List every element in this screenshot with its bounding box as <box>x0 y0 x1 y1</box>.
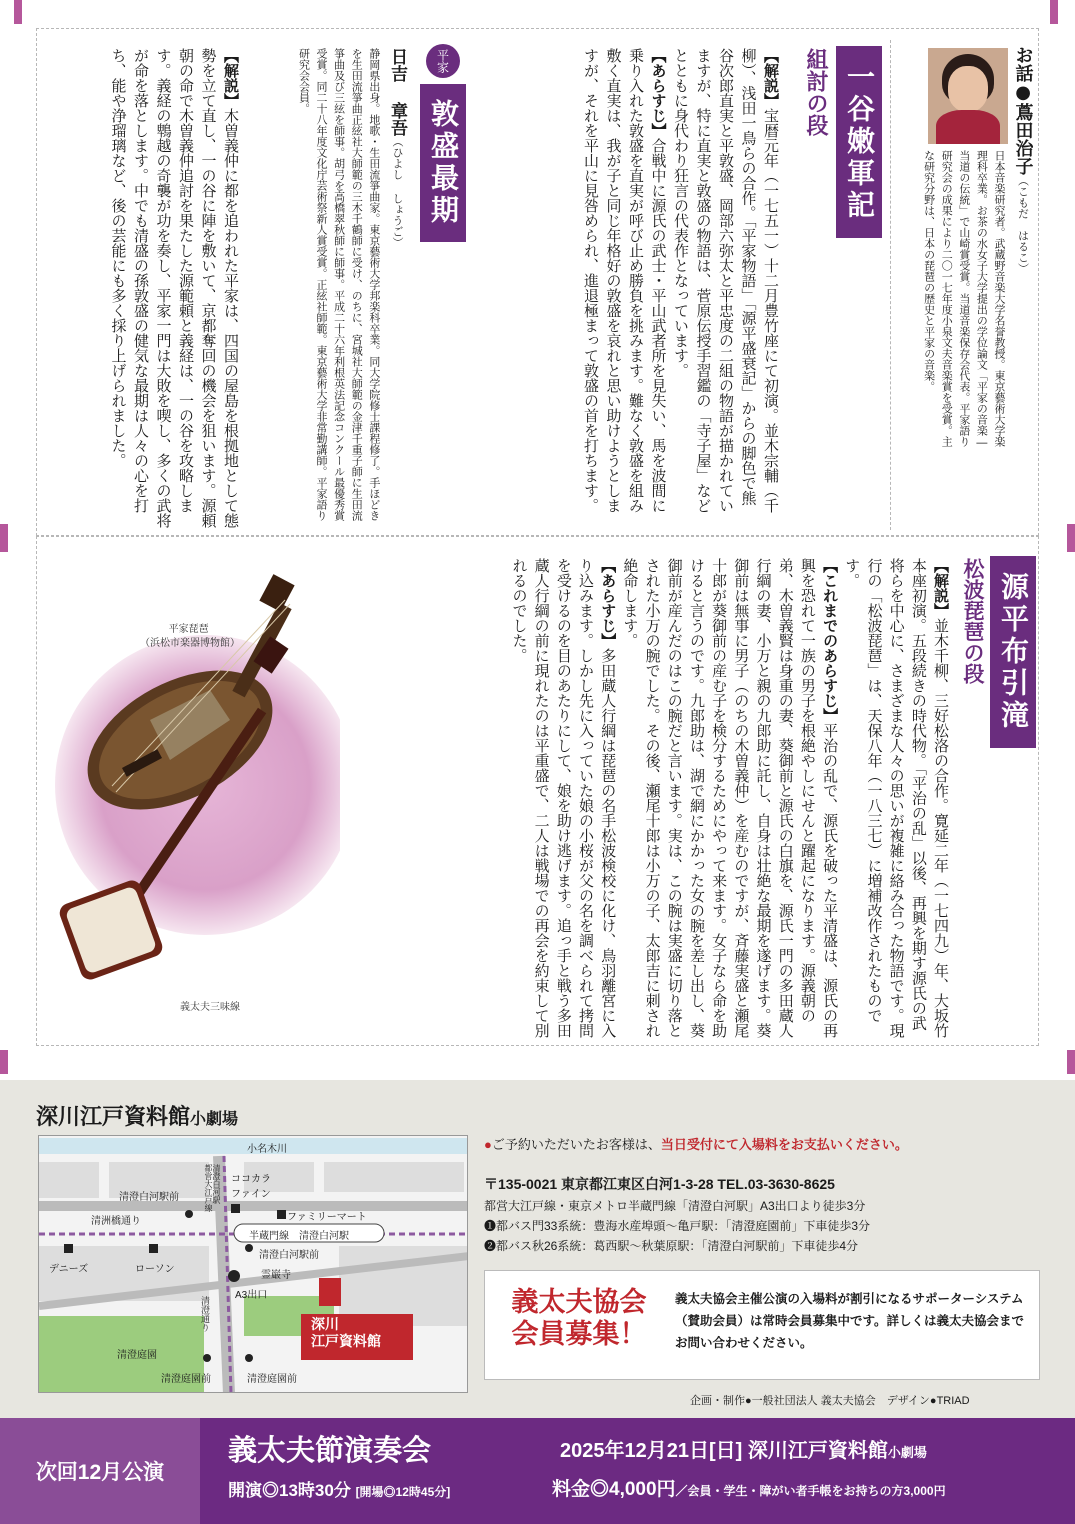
section1-explain-text: 宝暦元年（一七五一）十二月豊竹座にて初演。並木宗輔（千柳）、浅田一鳥らの合作。「平家物語」「源平盛衰記」からの脚色で熊谷次郎直実と平敦盛、岡部六弥太と平忠度の二組の物語が描かれていますが、特に直実と敦盛の物語は、菅原伝授手習鑑の「寺子屋」などとともに身代わり狂言の代表作となっています。 <box>672 48 780 513</box>
map-exit-marker <box>228 1270 240 1282</box>
bottom-date-line <box>560 1434 927 1463</box>
deco-bar-low-left <box>0 1050 8 1074</box>
map-exit: A3出口 <box>235 1290 268 1301</box>
speaker-name-column <box>1010 46 1036 506</box>
section1-subtitle: 組討の段 <box>803 48 828 136</box>
next-performance-label: 次回12月公演 <box>0 1418 200 1524</box>
section2-performer <box>250 48 410 528</box>
section1-synopsis-text: 合戦中に源氏の武士・平山武者所を見失い、馬を波間に乗り入れた敦盛を直実が呼び止め勝負を挑みます。難なく敦盛を組み敷く直実は、我が子と同じ年格好の敦盛を哀れと思い助けようとしますが、それを平山に見咎められ、進退極まって敦盛の首を打ちます。 <box>582 48 668 513</box>
section3-history-label: 【これまでのあらすじ】 <box>821 558 840 723</box>
venue-title <box>36 1100 238 1131</box>
section3-body <box>340 558 952 1038</box>
access-line-1: 都営大江戸線・東京メトロ半蔵門線「清澄白河駅」A3出口より徒歩3分 <box>484 1199 866 1213</box>
section3-explain-text: 並木千柳、三好松洛の合作。寛延二年（一七四九）年、大坂竹本座初演。五段続きの時代物。「平治の乱」以後、再興を期す源氏の武将らを中心に、さまざまな人々の思いが複雑に絡み合った物語です。現行の「松波琵琶」は、天保八年（一八三七）に増補改作されたものです。 <box>843 558 950 1038</box>
section3-synopsis-text: 多田蔵人行綱は琵琶の名手松波検校に化け、鳥羽離宮に入り込みます。しかし先に入っていた娘の小桜が父の名を調べられて拷問を受けるのを目のあたりにして、娘を助け逃げます。追っ手と戦う多田蔵人行綱の前に現れたのは平重盛で、二人は戦場での再会を約束して別れるのでした。 <box>510 558 618 1038</box>
map-shop-familymart: ファミリーマート <box>287 1212 367 1223</box>
map-bus-stop-2: 清澄白河駅前 <box>259 1250 319 1261</box>
bottom-date: 2025年12月21日[日] <box>560 1440 743 1462</box>
venue-name: 深川江戸資料館 <box>36 1105 191 1130</box>
bottom-price-line <box>552 1474 946 1501</box>
biwa-caption-line1: 平家琵琶 <box>168 624 209 635</box>
map-bus-stop-4: 清澄庭園前 <box>247 1374 297 1385</box>
map-road-kiyosumidori: 清澄通り <box>200 1296 210 1332</box>
map-venue-label: 深川 江戸資料館 <box>311 1316 381 1349</box>
section1-body <box>470 48 782 520</box>
performer-name: 日吉 章吾 <box>387 48 407 136</box>
map-road-left: 清洲橋通り <box>91 1216 141 1227</box>
bottom-doors: [開場◎12時45分] <box>355 1485 451 1499</box>
map-shop-dennys: デニーズ <box>49 1264 89 1275</box>
performer-reading: （ひよし しょうご） <box>391 136 404 248</box>
section3-synopsis-label: 【あらすじ】 <box>599 558 618 648</box>
biwa-caption-line2: （浜松市楽器博物館） <box>140 638 240 649</box>
map-oedo-line: 都営大江戸線 <box>204 1164 213 1212</box>
membership-text: 義太夫協会主催公演の入場料が割引になるサポーターシステム（賛助会員）は常時会員募集中です。詳しくは義太夫協会までお問い合わせください。 <box>675 1292 1025 1350</box>
performer-bio: 静岡県出身。地歌・生田流箏曲家。東京藝術大学邦楽科卒業。同大学院修士課程修了。手ほどきを生田流箏曲正絃社大師範の三木千鶴師に受け、のちに、宮城社大師範の金津千重子師に生田流箏曲及び三絃を師事。胡弓を高橋翠秋師に師事。平成二十六年利根英法記念コンクール最優秀賞受賞。同二十八年度文化庁芸術祭新人賞受賞。正絃社師範。東京藝術大学非常勤講師。平家語り研究会会員。 <box>297 48 381 521</box>
shamisen-caption: 義太夫三味線 <box>180 1002 240 1013</box>
section3-history-text: 平治の乱で、源氏を破った平清盛は、源氏の再興を恐れて一族の男子を根絶やしにせんと躍起になります。源義朝の弟、木曽義賢は身重の妻、葵御前と源氏の白旗を、源氏一門の多田蔵人行綱の妻、小万と親の九郎助に託し、自身は壮絶な最期を遂げます。葵御前は無事に男子（のちの木曽義仲）を産むのですが、斉藤実盛と瀬尾十郎が葵御前の産む子を検分するためにやって来ます。女子なら命を助けると言うのです。九郎助は、湖で網にかかった女の腕を差し出し、葵御前が産んだのはこの腕だと言います。実は、この腕は実盛に切り落とされた小万の腕でした。その後、瀬尾十郎は小万の子、太郎吉に刺され絶命します。 <box>621 558 840 1038</box>
section3-subtitle: 松波琵琶の段 <box>961 558 985 684</box>
speaker-bio: 日本音楽研究者。武蔵野音楽大学名誉教授。東京藝術大学楽理科卒業。お茶の水女子大学提出の学位論文「平家の音楽―当道の伝統」で山崎賞受賞。当道音楽保存会代表。平家語り研究会の成果により二〇一七年度小泉文夫音楽賞を受賞。主な研究分野は、日本の琵琶の歴史と平家の音楽。 <box>922 150 1006 449</box>
section2-explain-text: 木曽義仲に都を追われた平家は、四国の屋島を根拠地として態勢を立て直し、一の谷に陣を敷いて、京都奪回の機会を狙います。源頼朝の命で木曽義仲追討を果たした源範頼と義経は、一の谷を攻略します。義経の鵯越の奇襲が功を奏し、平家一門は大敗を喫し、多くの武将が命を落とします。中でも清盛の孫敦盛の健気な最期は人々の心を打ち、能や浄瑠璃など、後の芸能にも多く採り上げられました。 <box>109 48 240 528</box>
instrument-illustration <box>40 560 340 1030</box>
map-hanzomon-line: 半蔵門線 清澄白河駅 <box>249 1231 349 1242</box>
bottom-venue-suffix: 小劇場 <box>887 1445 927 1460</box>
venue-address: 〒135-0021 東京都江東区白河1-3-28 TEL.03-3630-8625 <box>484 1176 835 1192</box>
section1-explain-label: 【解説】 <box>762 48 780 108</box>
speaker-name: 蔦田治子 <box>1012 103 1034 175</box>
notice: ●ご予約いただいたお客様は、当日受付にて入場料をお支払いください。 <box>484 1137 908 1152</box>
bottom-price-note: ／会員・学生・障がい者手帳をお持ちの方3,000円 <box>675 1484 946 1498</box>
map-road-top: 小名木川 <box>247 1144 287 1155</box>
bottom-time-line <box>228 1476 450 1501</box>
speaker-prefix: お話● <box>1012 46 1034 103</box>
access-map <box>38 1135 468 1393</box>
section1-synopsis-label: 【あらすじ】 <box>649 48 668 138</box>
notice-prefix: ご予約いただいたお客様は、 <box>491 1137 661 1152</box>
deco-bar-low-right <box>1067 1050 1075 1074</box>
deco-bar-top-right <box>1050 0 1058 24</box>
map-temple: 霊巌寺 <box>261 1270 291 1281</box>
section3-explain-label: 【解説】 <box>932 558 950 618</box>
deco-bar-mid-left <box>0 524 8 552</box>
deco-bar-mid-right <box>1067 524 1075 552</box>
bottom-title: 義太夫節演奏会 <box>228 1433 432 1467</box>
section2-body <box>52 48 242 528</box>
map-kiyosumi-station: 清澄白河駅 <box>212 1164 221 1204</box>
map-venue-marker <box>319 1278 341 1306</box>
bottom-open: 開演◎13時30分 <box>228 1481 351 1500</box>
map-bus-stop-1: 清澄白河駅前 <box>119 1192 179 1203</box>
speaker-photo <box>928 48 1008 144</box>
membership-box <box>484 1270 1040 1380</box>
credits: 企画・制作●一般社団法人 義太夫協会 デザイン●TRIAD <box>690 1395 970 1407</box>
deco-bar-top-left <box>14 0 22 24</box>
access-line-3: ❷都バス秋26系統：葛西駅〜秋葉原駅：「清澄白河駅前」下車徒歩4分 <box>484 1239 859 1253</box>
section2-title: 敦盛最期 <box>420 84 466 242</box>
top-divider <box>890 40 891 530</box>
map-shop-cocokara: ココカラ ファイン <box>231 1174 271 1200</box>
speaker-reading: （こもだ はるこ） <box>1016 175 1030 274</box>
section2-badge: 平家 <box>426 44 460 78</box>
map-park: 清澄庭園 <box>117 1350 157 1361</box>
bottom-venue: 深川江戸資料館 <box>747 1440 888 1462</box>
membership-title: 義太夫協会 会員募集！ <box>511 1287 647 1351</box>
section2-explain-label: 【解説】 <box>222 48 240 108</box>
bottom-price: 料金◎4,000円 <box>552 1479 676 1500</box>
access-line-2: ❶都バス門33系統：豊海水産埠頭〜亀戸駅：「清澄庭園前」下車徒歩3分 <box>484 1219 871 1233</box>
map-shop-lawson: ローソン <box>135 1264 175 1275</box>
notice-highlight: 当日受付にて入場料をお支払いください。 <box>660 1137 908 1152</box>
section3-title: 源平布引滝 <box>990 556 1036 748</box>
map-bus-stop-3: 清澄庭園前 <box>161 1374 211 1385</box>
venue-name-suffix: 小劇場 <box>190 1109 239 1128</box>
section1-title: 一谷嫩軍記 <box>836 46 882 238</box>
